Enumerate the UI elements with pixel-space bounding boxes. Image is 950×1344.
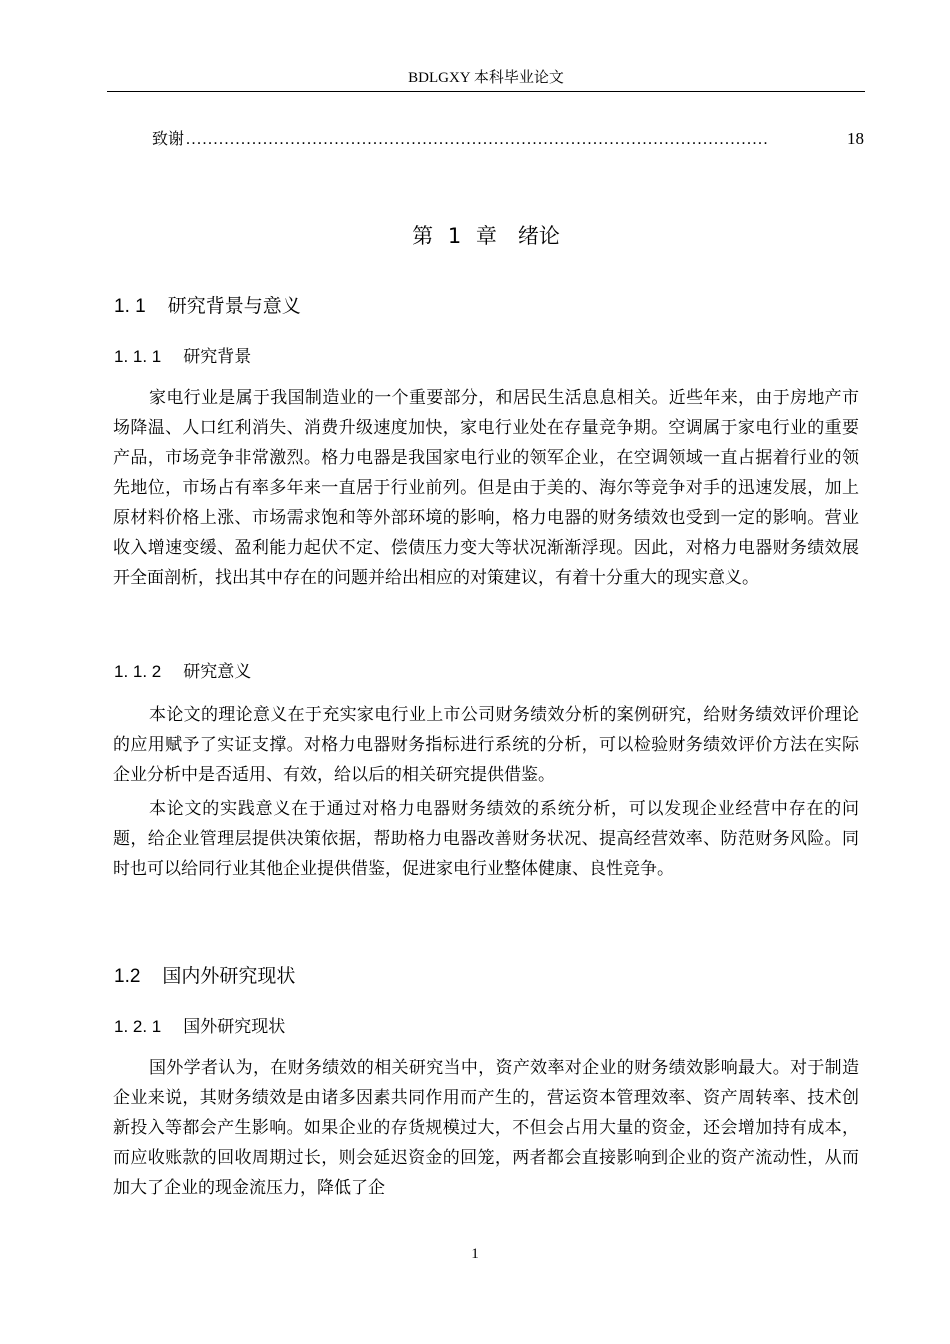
subsection-title: 研究背景 xyxy=(183,347,252,367)
subsection-title: 国外研究现状 xyxy=(183,1017,286,1037)
toc-entry-label: 致谢 xyxy=(152,129,185,148)
page-number: 1 xyxy=(471,1246,479,1262)
header-rule xyxy=(107,91,865,92)
section-number: 1.2 xyxy=(114,966,141,987)
toc-entry-page: 18 xyxy=(847,129,864,148)
paragraph-practical-significance: 本论文的实践意义在于通过对格力电器财务绩效的系统分析，可以发现企业经营中存在的问题，给企业管理层提供决策依据，帮助格力电器改善财务状况、提高经营效率、防范财务风险。同时也可以给同行业其他企业提供借鉴，促进家电行业整体健康、良性竞争。 xyxy=(113,799,859,879)
toc-entry-acknowledgements xyxy=(152,128,864,151)
subsection-heading-1-1-2 xyxy=(114,660,251,684)
section-title: 国内外研究现状 xyxy=(162,965,296,987)
section-number: 1. 1 xyxy=(114,296,146,317)
paragraph-background: 家电行业是属于我国制造业的一个重要部分，和居民生活息息相关。近些年来，由于房地产市场降温、人口红利消失、消费升级速度加快，家电行业处在存量竞争期。空调属于家电行业的重要产品，市场竞争非常激烈。格力电器是我国家电行业的领军企业，在空调领域一直占据着行业的领先地位，市场占有率多年来一直居于行业前列。但是由于美的、海尔等竞争对手的迅速发展，加上原材料价格上涨、市场需求饱和等外部环境的影响，格力电器的财务绩效也受到一定的影响。营业收入增速变缓、盈利能力起伏不定、偿债压力变大等状况渐渐浮现。因此，对格力电器财务绩效展开全面剖析，找出其中存在的问题并给出相应的对策建议，有着十分重大的现实意义。 xyxy=(113,388,859,588)
subsection-heading-1-2-1 xyxy=(114,1015,285,1039)
paragraph-theoretical-significance: 本论文的理论意义在于充实家电行业上市公司财务绩效分析的案例研究，给财务绩效评价理论的应用赋予了实证支撑。对格力电器财务指标进行系统的分析，可以检验财务绩效评价方法在实际企业分析中是否适用、有效，给以后的相关研究提供借鉴。 xyxy=(113,705,859,785)
section-title: 研究背景与意义 xyxy=(167,295,301,317)
chapter-title: 第 1 章 绪论 xyxy=(412,224,560,248)
paragraph-foreign-research: 国外学者认为，在财务绩效的相关研究当中，资产效率对企业的财务绩效影响最大。对于制造企业来说，其财务绩效是由诸多因素共同作用而产生的，营运资本管理效率、资产周转率、技术创新投入等都会产生影响。如果企业的存货规模过大，不但会占用大量的资金，还会增加持有成本，而应收账款的回收周期过长，则会延迟资金的回笼，两者都会直接影响到企业的资产流动性，从而加大了企业的现金流压力，降低了企 xyxy=(113,1058,859,1198)
subsection-heading-1-1-1 xyxy=(114,345,251,369)
subsection-number: 1. 2. 1 xyxy=(114,1017,162,1036)
toc-leader-dots: .......................................................................................................... xyxy=(186,131,770,148)
subsection-number: 1. 1. 2 xyxy=(114,662,162,681)
section-heading-1-2 xyxy=(114,963,295,990)
subsection-number: 1. 1. 1 xyxy=(114,347,162,366)
subsection-title: 研究意义 xyxy=(183,662,252,682)
section-heading-1-1 xyxy=(114,293,301,320)
running-header: BDLGXY 本科毕业论文 xyxy=(408,70,564,86)
